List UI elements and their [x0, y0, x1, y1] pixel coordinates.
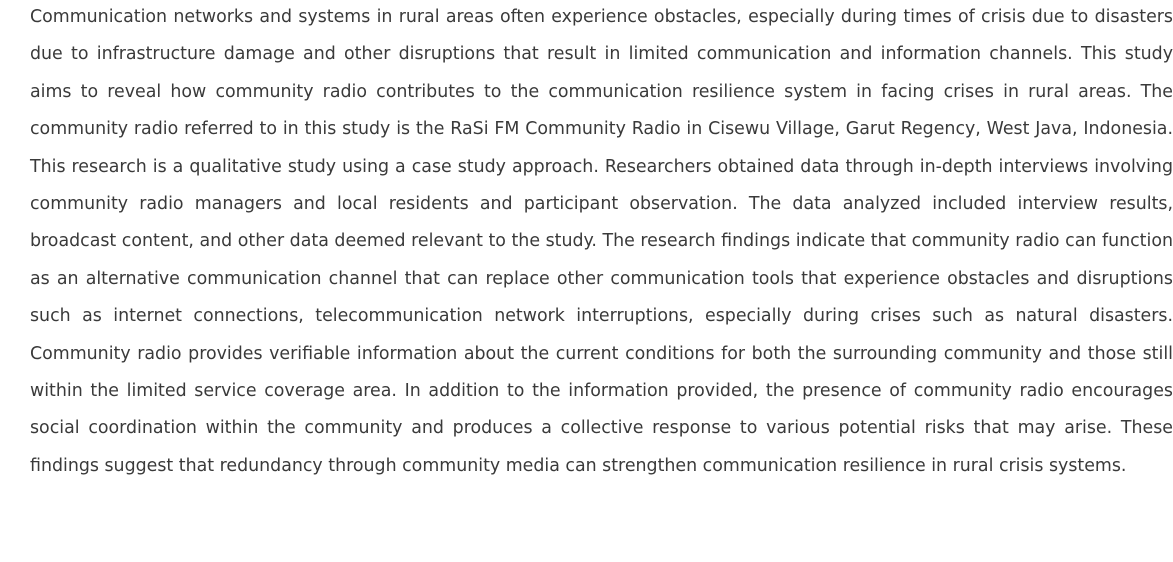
abstract-paragraph: Communication networks and systems in rural areas often experience obstacles, especially during times of crisis due to disasters due to infrastructure damage and other disruptions that result in limited communication and information channels. This study aims to reveal how community radio contributes to the communication resilience system in facing crises in rural areas. The community radio referred to in this study is the RaSi FM Community Radio in Cisewu Village, Garut Regency, West Java, Indonesia. This research is a qualitative study using a case study approach. Researchers obtained data through in-depth interviews involving community radio managers and local residents and participant observation. The data analyzed included interview results, broadcast content, and other data deemed relevant to the study. The research findings indicate that community radio can function as an alternative communication channel that can replace other communication tools that experience obstacles and disruptions such as internet connections, telecommunication network interruptions, especially during crises such as natural disasters. Community radio provides verifiable information about the current conditions for both the surrounding community and those still within the limited service coverage area. In addition to the information provided, the presence of community radio encourages social coordination within the community and produces a collective response to various potential risks that may arise. These findings suggest that redundancy through community media can strengthen communication resilience in rural crisis systems.: [30, 7, 1173, 476]
